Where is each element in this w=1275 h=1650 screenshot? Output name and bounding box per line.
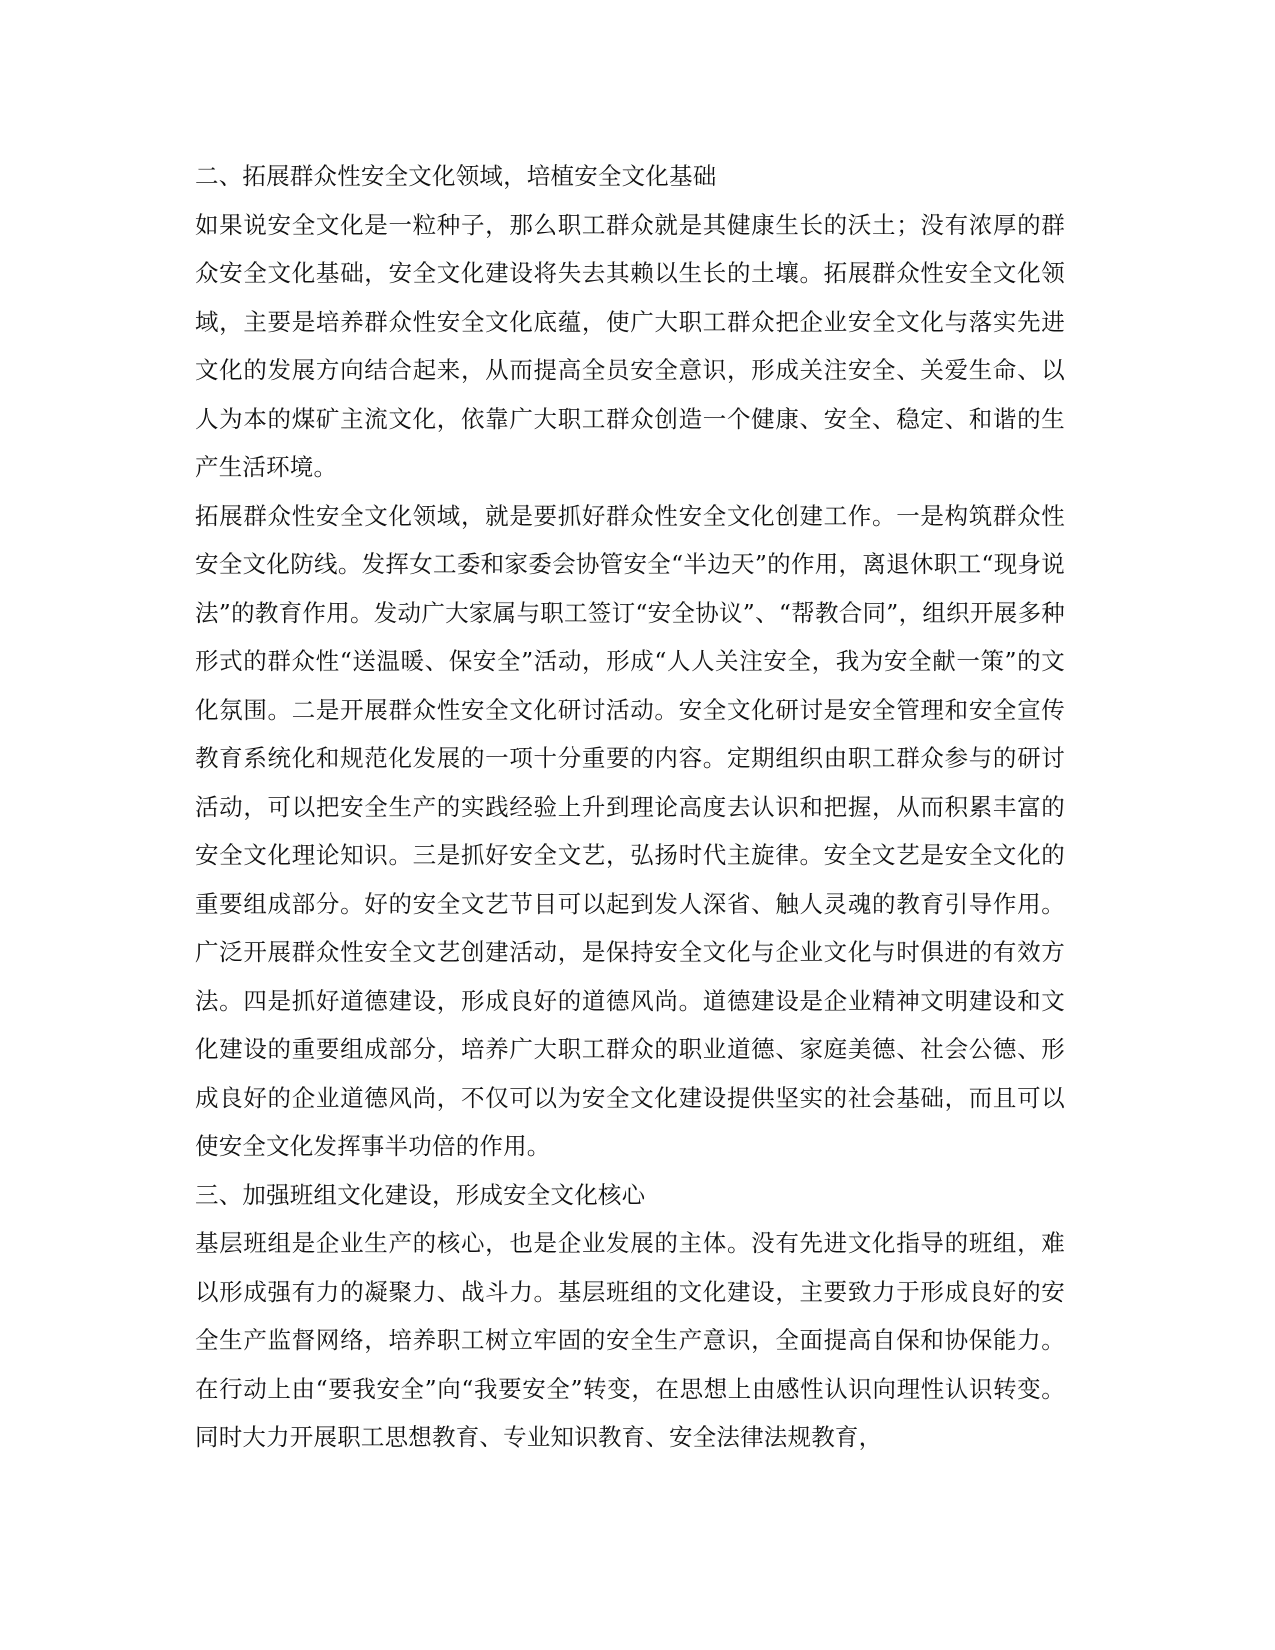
paragraph-team-culture: 基层班组是企业生产的核心，也是企业发展的主体。没有先进文化指导的班组，难以形成强有力的凝聚力、战斗力。基层班组的文化建设，主要致力于形成良好的安全生产监督网络，培养职工树立牢固的安全生产意识，全面提高自保和协保能力。在行动上由“要我安全”向“我要安全”转变，在思想上由感性认识向理性认识转变。同时大力开展职工思想教育、专业知识教育、安全法律法规教育，: [195, 1229, 1065, 1451]
paragraph-culture-soil: 如果说安全文化是一粒种子，那么职工群众就是其健康生长的沃土；没有浓厚的群众安全文化基础，安全文化建设将失去其赖以生长的土壤。拓展群众性安全文化领域，主要是培养群众性安全文化底蕴，使广大职工群众把企业安全文化与落实先进文化的发展方向结合起来，从而提高全员安全意识，形成关注安全、关爱生命、以人为本的煤矿主流文化，依靠广大职工群众创造一个健康、安全、稳定、和谐的生产生活环境。: [195, 210, 1065, 481]
section-heading-3: 三、加强班组文化建设，形成安全文化核心: [195, 1180, 646, 1209]
section-heading-2: 二、拓展群众性安全文化领域，培植安全文化基础: [195, 162, 717, 190]
document-page: [195, 152, 1065, 1462]
paragraph-mass-culture-work: 拓展群众性安全文化领域，就是要抓好群众性安全文化创建工作。一是构筑群众性安全文化防线。发挥女工委和家委会协管安全“半边天”的作用，离退休职工“现身说法”的教育作用。发动广大家属与职工签订“安全协议”、“帮教合同”，组织开展多种形式的群众性“送温暖、保安全”活动，形成“人人关注安全，我为安全献一策”的文化氛围。二是开展群众性安全文化研讨活动。安全文化研讨是安全管理和安全宣传教育系统化和规范化发展的一项十分重要的内容。定期组织由职工群众参与的研讨活动，可以把安全生产的实践经验上升到理论高度去认识和把握，从而积累丰富的安全文化理论知识。三是抓好安全文艺，弘扬时代主旋律。安全文艺是安全文化的重要组成部分。好的安全文艺节目可以起到发人深省、触人灵魂的教育引导作用。广泛开展群众性安全文艺创建活动，是保持安全文化与企业文化与时俱进的有效方法。四是抓好道德建设，形成良好的道德风尚。道德建设是企业精神文明建设和文化建设的重要组成部分，培养广大职工群众的职业道德、家庭美德、社会公德、形成良好的企业道德风尚，不仅可以为安全文化建设提供坚实的社会基础，而且可以使安全文化发挥事半功倍的作用。: [195, 501, 1065, 1160]
